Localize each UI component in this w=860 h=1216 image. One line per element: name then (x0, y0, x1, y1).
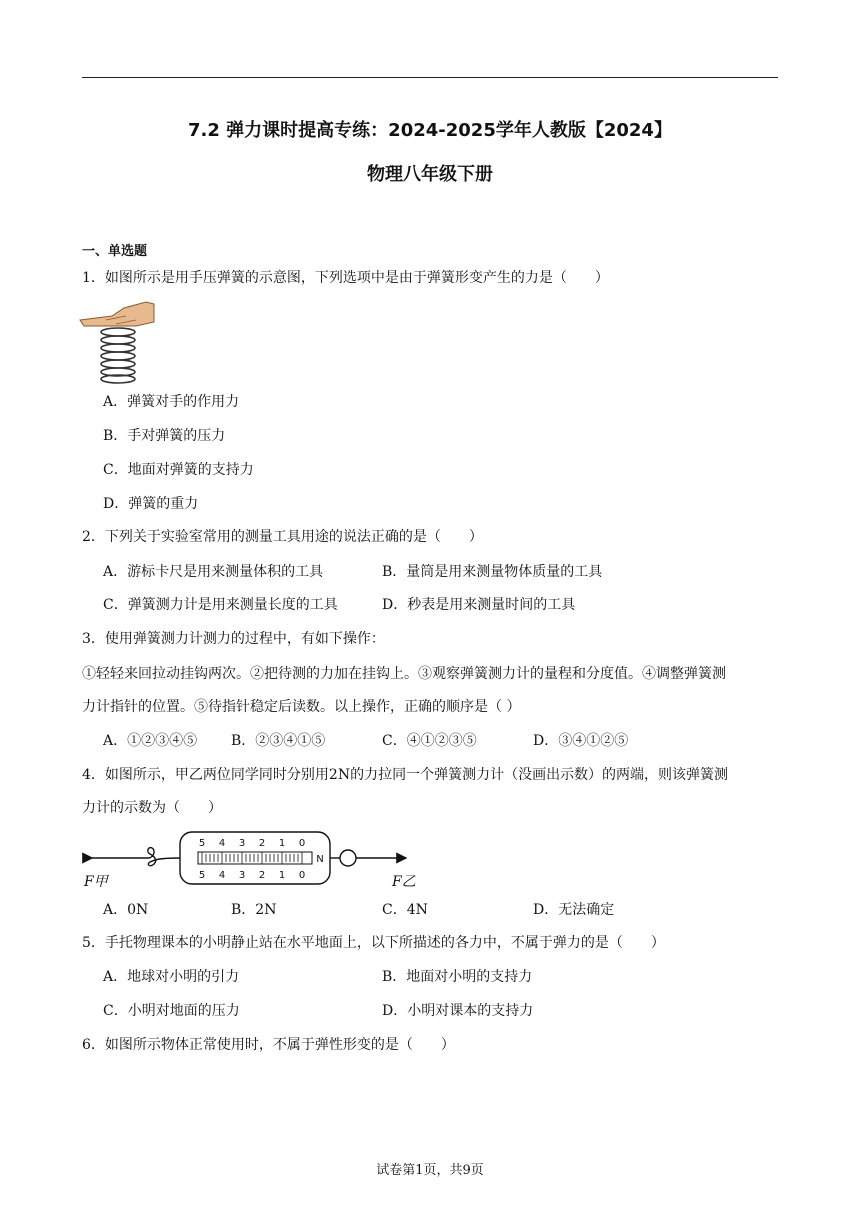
scale-bottom-label-4: 4 (218, 870, 226, 881)
q3-option-c: C．④①②③⑤ (382, 733, 477, 749)
spring-coils (101, 328, 135, 383)
spring-scale-figure (80, 826, 420, 892)
scale-top-label-3: 3 (238, 838, 246, 849)
q2-option-c: C．弹簧测力计是用来测量长度的工具 (103, 597, 338, 613)
scale-top-label-1: 1 (278, 838, 286, 849)
right-force-label: F乙 (392, 874, 416, 890)
scale-unit-label: N (316, 854, 324, 865)
q3-option-d: D．③④①②⑤ (533, 733, 629, 749)
question-6-stem: 6．如图所示物体正常使用时，不属于弹性形变的是（ ） (82, 1037, 455, 1053)
scale-bottom-label-3: 3 (238, 870, 246, 881)
hook-icon (148, 848, 180, 866)
question-1-stem: 1．如图所示是用手压弹簧的示意图，下列选项中是由于弹簧形变产生的力是（ ） (82, 270, 609, 286)
scale-top-label-2: 2 (258, 838, 266, 849)
scale-top-label-4: 4 (218, 838, 226, 849)
q5-option-c: C．小明对地面的压力 (103, 1003, 240, 1019)
q2-option-b: B．量筒是用来测量物体质量的工具 (382, 564, 603, 580)
hand-spring-figure (76, 296, 158, 386)
left-force-label: F甲 (84, 874, 108, 890)
question-3-body-1: ①轻轻来回拉动挂钩两次。②把待测的力加在挂钩上。③观察弹簧测力计的量程和分度值。④调整弹簧测 (82, 666, 726, 682)
q4-option-b: B．2N (231, 902, 277, 918)
q3-option-b: B．②③④①⑤ (231, 733, 326, 749)
page-title: 7.2 弹力课时提高专练：2024-2025学年人教版【2024】 (188, 120, 672, 141)
page-footer: 试卷第1页，共9页 (376, 1163, 484, 1178)
scale-bottom-label-5: 5 (198, 870, 206, 881)
q1-option-b: B．手对弹簧的压力 (103, 428, 226, 444)
scale-bottom-label-2: 2 (258, 870, 266, 881)
header-rule (82, 77, 778, 78)
scale-bottom-label-1: 1 (278, 870, 286, 881)
q4-option-c: C．4N (382, 902, 428, 918)
q5-option-b: B．地面对小明的支持力 (382, 969, 533, 985)
q3-option-a: A．①②③④⑤ (103, 733, 198, 749)
ring-icon (340, 850, 356, 866)
q5-option-d: D．小明对课本的支持力 (382, 1003, 534, 1019)
q1-option-c: C．地面对弹簧的支持力 (103, 462, 254, 478)
scale-top-label-0: 0 (298, 838, 306, 849)
question-5-stem: 5．手托物理课本的小明静止站在水平地面上，以下所描述的各力中，不属于弹力的是（ ） (82, 935, 665, 951)
q1-option-d: D．弹簧的重力 (103, 496, 199, 512)
q2-option-d: D．秒表是用来测量时间的工具 (382, 597, 576, 613)
q2-option-a: A．游标卡尺是用来测量体积的工具 (103, 564, 324, 580)
question-3-stem: 3．使用弹簧测力计测力的过程中，有如下操作： (82, 631, 385, 647)
question-2-stem: 2．下列关于实验室常用的测量工具用途的说法正确的是（ ） (82, 529, 483, 545)
scale-slot (198, 852, 312, 864)
q5-option-a: A．地球对小明的引力 (103, 969, 240, 985)
q1-option-a: A．弹簧对手的作用力 (103, 394, 240, 410)
section-heading: 一、单选题 (82, 244, 148, 259)
scale-bottom-label-0: 0 (298, 870, 306, 881)
question-4-stem-2: 力计的示数为（ ） (82, 800, 222, 816)
q4-option-a: A．0N (103, 902, 149, 918)
scale-top-label-5: 5 (198, 838, 206, 849)
page-subtitle: 物理八年级下册 (367, 164, 493, 185)
question-3-body-2: 力计指针的位置。⑤待指针稳定后读数。以上操作，正确的顺序是（ ） (82, 699, 521, 715)
q4-option-d: D．无法确定 (533, 902, 615, 918)
hand-shape (80, 302, 154, 326)
question-4-stem: 4．如图所示，甲乙两位同学同时分别用2N的力拉同一个弹簧测力计（没画出示数）的两端，则该弹簧测 (82, 767, 729, 783)
